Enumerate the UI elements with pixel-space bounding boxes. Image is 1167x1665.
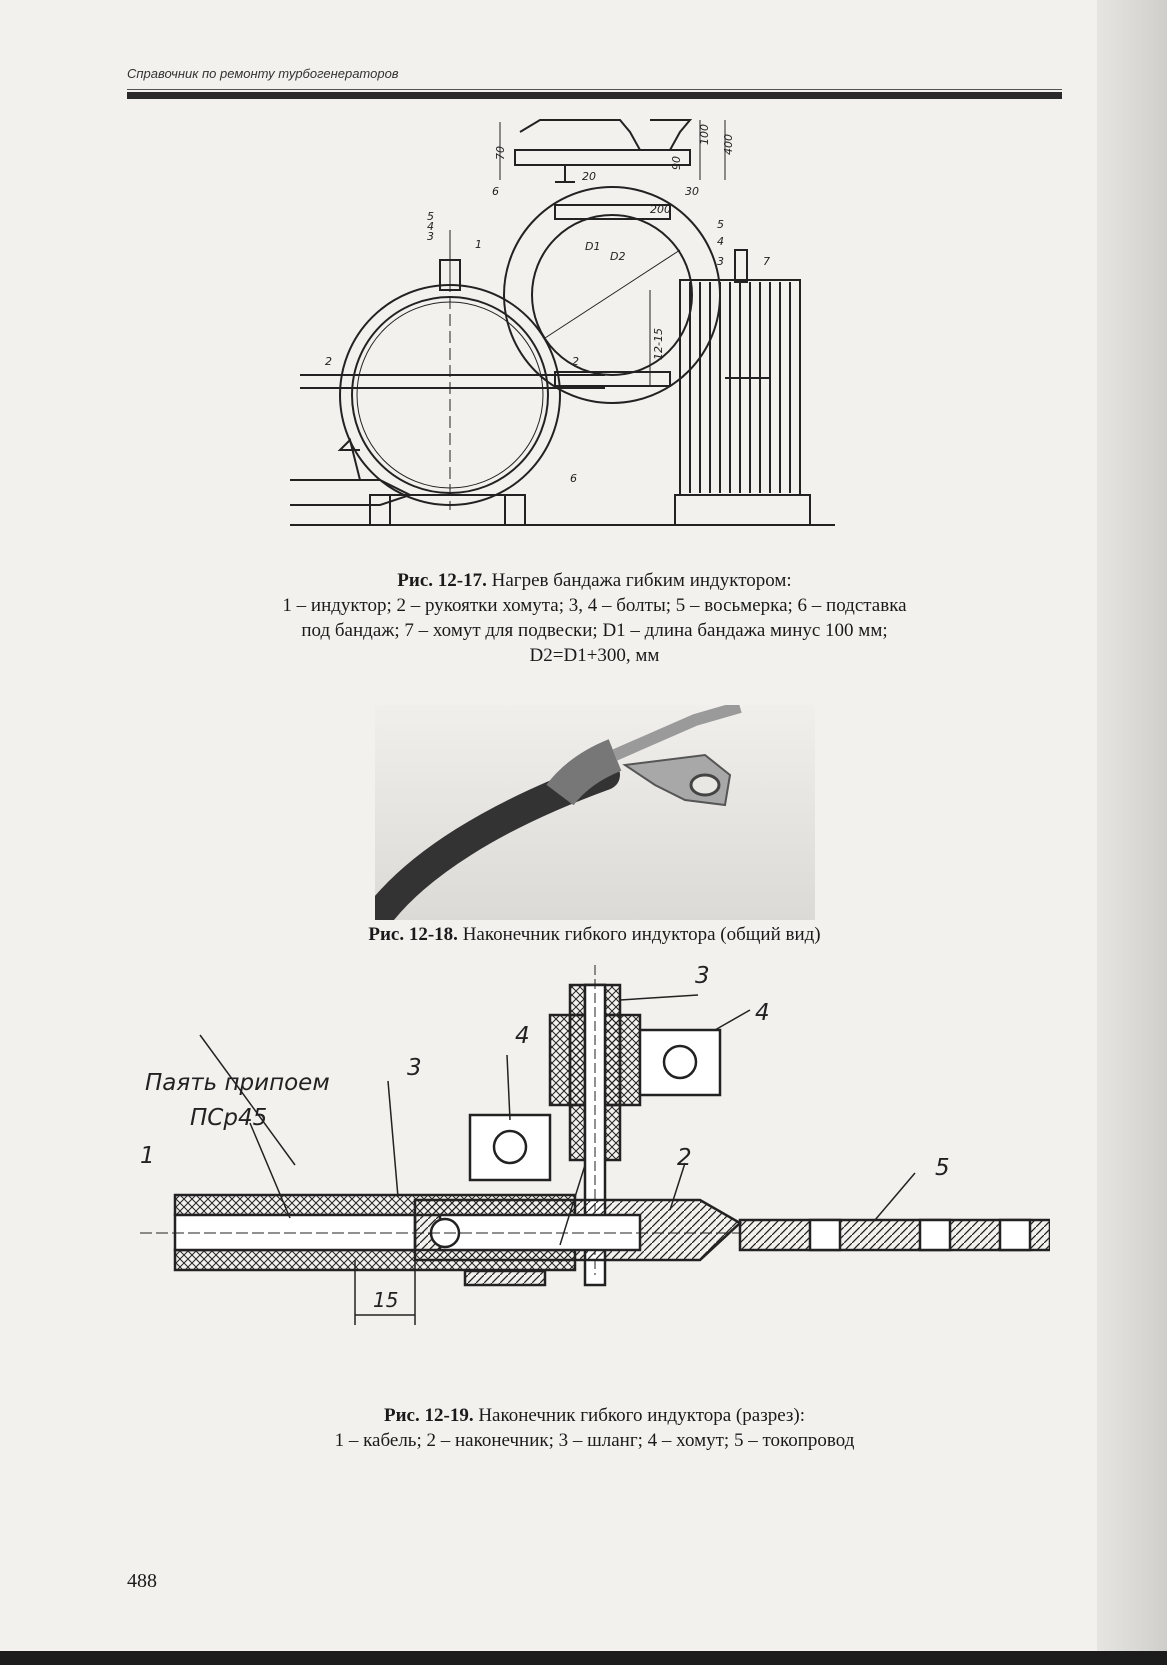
label-d1: D1: [585, 240, 601, 253]
figure-12-19-drawing: [140, 955, 1050, 1395]
figure-12-17-legend-line-3: D2=D1+300, мм: [529, 645, 660, 666]
header-rule: [127, 92, 1062, 99]
dim-15: 15: [373, 1288, 399, 1312]
dim-30: 30: [685, 185, 699, 198]
dim-12-15: 12-15: [652, 328, 665, 360]
figure-12-17-label: Рис. 12-17.: [397, 570, 487, 591]
scan-bottom-edge: [0, 1651, 1167, 1665]
callout-2-left: 2: [325, 355, 332, 368]
callout-4-left: 4: [427, 220, 434, 233]
figure-12-18-title: Наконечник гибкого индуктора (общий вид): [462, 924, 821, 945]
figure-12-18-photo: [375, 705, 815, 920]
callout-6-bottom: 6: [570, 472, 577, 485]
dim-20: 20: [582, 170, 596, 183]
callout-3-left: 3: [427, 230, 434, 243]
running-header: Справочник по ремонту турбогенераторов: [127, 66, 399, 81]
callout-7-right: 7: [763, 255, 770, 268]
figure-12-18-label: Рис. 12-18.: [368, 924, 458, 945]
dim-90: 90: [670, 156, 683, 170]
callout-4-top: 4: [755, 1000, 770, 1026]
dim-100: 100: [698, 124, 711, 145]
figure-12-17-drawing: [290, 110, 900, 555]
label-d2: D2: [610, 250, 626, 263]
dim-70: 70: [494, 146, 507, 160]
figure-12-18-caption: [127, 922, 1062, 947]
figure-12-19-caption: [127, 1403, 1062, 1453]
callout-6-top: 6: [492, 185, 499, 198]
solder-note-line-2: ПСр45: [190, 1105, 268, 1131]
dim-200: 200: [650, 203, 671, 216]
figure-12-19-title: Наконечник гибкого индуктора (разрез):: [478, 1405, 805, 1426]
callout-5-left: 5: [427, 210, 434, 223]
callout-5: 5: [935, 1155, 950, 1181]
callout-3-left: 3: [407, 1055, 422, 1081]
callout-2-right: 2: [572, 355, 579, 368]
figure-12-17-legend-line-2: под бандаж; 7 – хомут для подвески; D1 – длина бандажа минус 100 мм;: [301, 620, 888, 641]
callout-4-left: 4: [515, 1023, 530, 1049]
solder-note-line-1: Паять припоем: [145, 1070, 330, 1096]
callout-1: 1: [140, 1143, 155, 1169]
callout-4-right: 4: [717, 235, 724, 248]
callout-3-right: 3: [717, 255, 724, 268]
callout-3-top: 3: [695, 963, 710, 989]
figure-12-17-title: Нагрев бандажа гибким индуктором:: [491, 570, 792, 591]
callout-5-right: 5: [717, 218, 724, 231]
dim-400: 400: [722, 134, 735, 155]
callout-2: 2: [677, 1145, 692, 1171]
figure-12-19-legend: 1 – кабель; 2 – наконечник; 3 – шланг; 4 – хомут; 5 – токопровод: [334, 1430, 855, 1451]
header-rule-thin: [127, 89, 1062, 90]
figure-12-17-legend-line-1: 1 – индуктор; 2 – рукоятки хомута; 3, 4 – болты; 5 – восьмерка; 6 – подставка: [282, 595, 907, 616]
page-number: 488: [127, 1570, 157, 1592]
figure-12-17-caption: [127, 568, 1062, 668]
callout-1-left: 1: [475, 238, 482, 251]
figure-12-19-label: Рис. 12-19.: [384, 1405, 474, 1426]
page-edge-shadow: [1097, 0, 1167, 1665]
